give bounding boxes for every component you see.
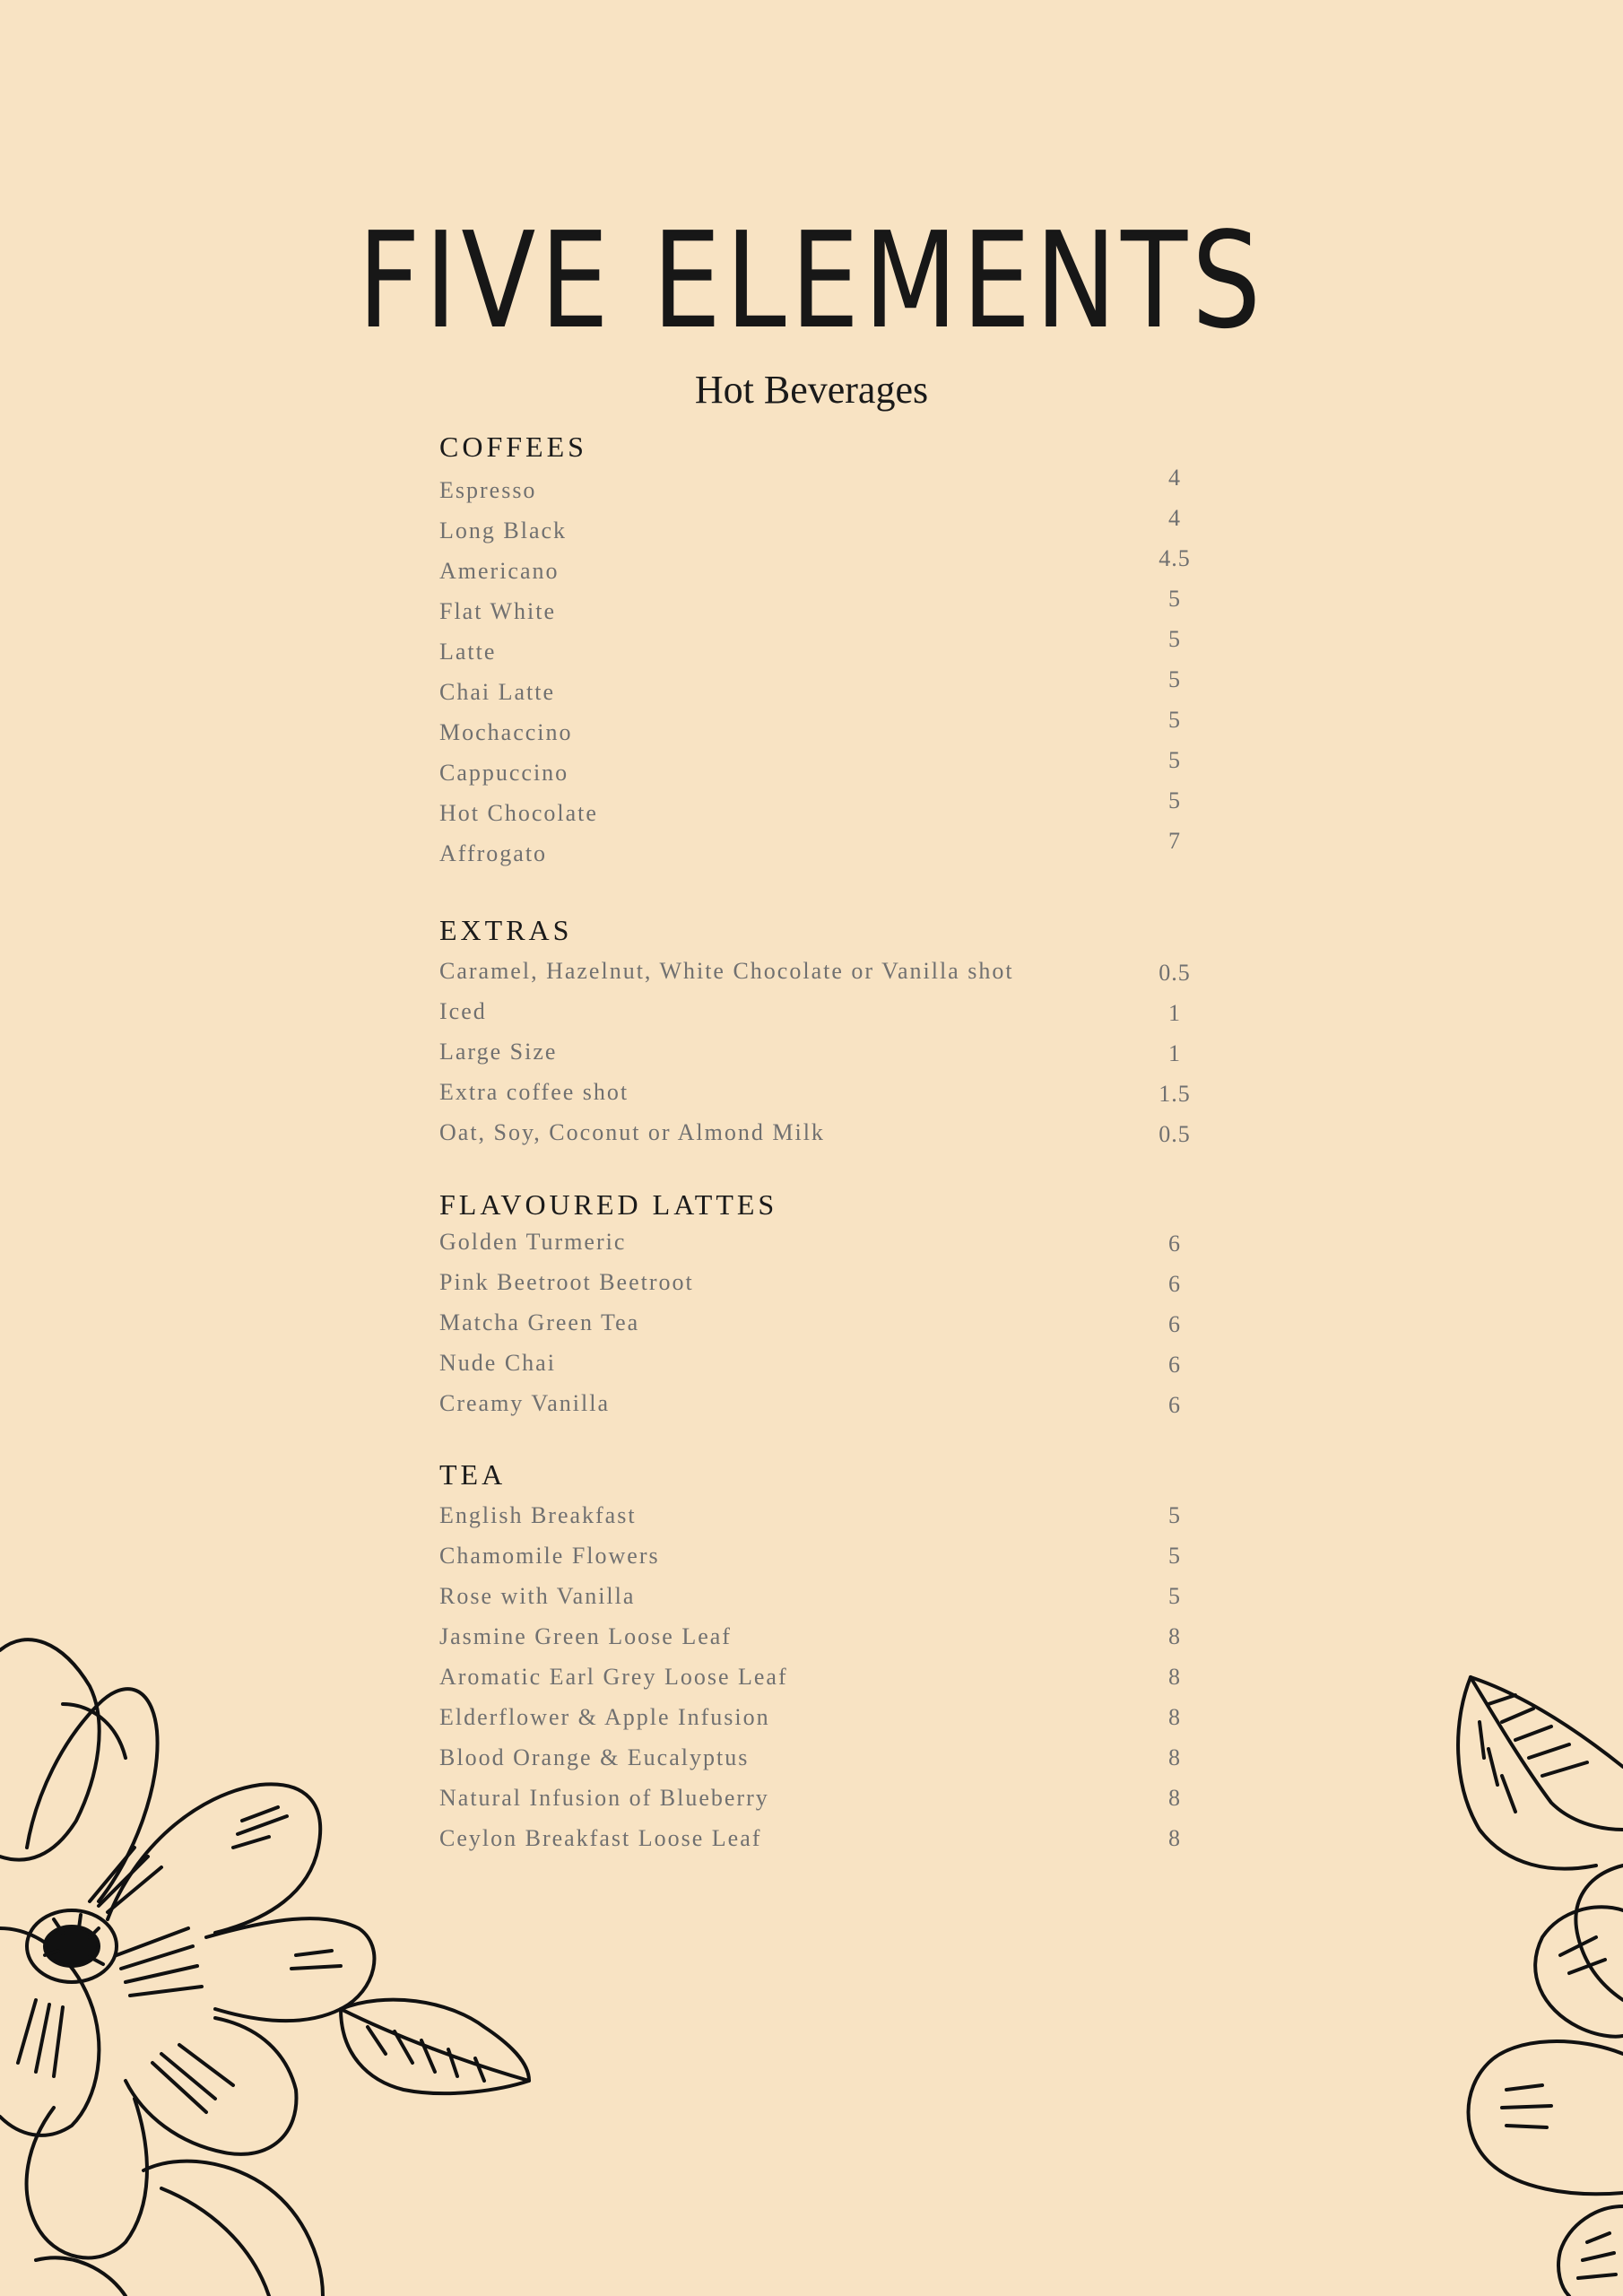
item-price: 6 [1168, 1271, 1181, 1297]
menu-item [439, 465, 1193, 513]
menu-subtitle: Hot Beverages [694, 368, 929, 412]
item-price: 5 [1168, 747, 1181, 773]
menu-item [439, 1390, 1193, 1426]
item-price: 8 [1168, 1825, 1181, 1851]
item-price: 6 [1168, 1231, 1181, 1257]
item-price: 6 [1168, 1392, 1181, 1418]
section-title-tea: TEA [439, 1458, 507, 1491]
item-name: Latte [439, 639, 497, 665]
item-name: Espresso [439, 477, 537, 503]
item-name: Cappuccino [439, 760, 569, 786]
menu-item [439, 998, 1193, 1034]
item-name: Blood Orange & Eucalyptus [439, 1744, 750, 1770]
menu-item [439, 707, 1193, 755]
item-name: Rose with Vanilla [439, 1583, 636, 1609]
item-price: 6 [1168, 1311, 1181, 1337]
menu-item [439, 1704, 1193, 1740]
item-price: 5 [1168, 1502, 1181, 1528]
item-name: Matcha Green Tea [439, 1309, 640, 1335]
menu-item [439, 1543, 1193, 1578]
item-price: 0.5 [1159, 1121, 1191, 1147]
menu-item [439, 1825, 1193, 1861]
item-price: 5 [1168, 586, 1181, 612]
item-price: 1 [1168, 1040, 1181, 1066]
menu-item [439, 1583, 1193, 1619]
menu-item [439, 545, 1193, 594]
menu-item [439, 626, 1193, 674]
item-name: Ceylon Breakfast Loose Leaf [439, 1825, 762, 1851]
item-price: 7 [1168, 828, 1181, 854]
item-name: Jasmine Green Loose Leaf [439, 1623, 732, 1649]
menu-item [439, 666, 1193, 715]
menu-item [439, 1079, 1193, 1115]
item-price: 4.5 [1159, 545, 1191, 571]
menu-item [439, 1309, 1193, 1345]
item-name: Mochaccino [439, 719, 573, 745]
item-price: 6 [1168, 1352, 1181, 1378]
item-price: 4 [1168, 465, 1181, 491]
item-price: 8 [1168, 1623, 1181, 1649]
item-price: 1 [1168, 1000, 1181, 1026]
menu-item [439, 828, 1193, 876]
item-name: Natural Infusion of Blueberry [439, 1785, 769, 1811]
item-name: Caramel, Hazelnut, White Chocolate or Vanilla shot [439, 958, 1014, 984]
item-name: Extra coffee shot [439, 1079, 629, 1105]
item-price: 8 [1168, 1785, 1181, 1811]
item-price: 5 [1168, 626, 1181, 652]
item-price: 5 [1168, 666, 1181, 692]
menu-item [439, 1039, 1193, 1074]
item-price: 8 [1168, 1744, 1181, 1770]
item-price: 0.5 [1159, 960, 1191, 986]
item-name: Large Size [439, 1039, 558, 1065]
item-name: Aromatic Earl Grey Loose Leaf [439, 1664, 788, 1690]
item-name: Americano [439, 558, 560, 584]
item-name: Chamomile Flowers [439, 1543, 660, 1569]
section-title-coffees: COFFEES [439, 430, 587, 463]
menu-item [439, 958, 1193, 994]
menu-item [439, 1350, 1193, 1386]
item-name: English Breakfast [439, 1502, 637, 1528]
menu-item [439, 1744, 1193, 1780]
item-name: Oat, Soy, Coconut or Almond Milk [439, 1119, 825, 1145]
menu-item [439, 1269, 1193, 1305]
item-price: 8 [1168, 1664, 1181, 1690]
item-name: Iced [439, 998, 487, 1024]
item-name: Elderflower & Apple Infusion [439, 1704, 770, 1730]
item-name: Nude Chai [439, 1350, 556, 1376]
menu-item [439, 1502, 1193, 1538]
section-title-flavoured-lattes: FLAVOURED LATTES [439, 1188, 778, 1221]
flower-illustration-left [0, 1632, 538, 2296]
item-name: Hot Chocolate [439, 800, 598, 826]
menu-item [439, 586, 1193, 634]
item-price: 5 [1168, 1583, 1181, 1609]
menu-item [439, 747, 1193, 796]
item-price: 4 [1168, 505, 1181, 531]
item-name: Pink Beetroot Beetroot [439, 1269, 694, 1295]
flower-illustration-right [1417, 1668, 1623, 2296]
section-title-extras: EXTRAS [439, 914, 573, 946]
menu-item [439, 1623, 1193, 1659]
item-price: 5 [1168, 1543, 1181, 1569]
item-price: 1.5 [1159, 1081, 1191, 1107]
menu-title: FIVE ELEMENTS [357, 204, 1266, 358]
item-name: Creamy Vanilla [439, 1390, 610, 1416]
item-price: 8 [1168, 1704, 1181, 1730]
menu-item [439, 787, 1193, 836]
menu-item [439, 1664, 1193, 1700]
menu-item [439, 505, 1193, 553]
item-name: Flat White [439, 598, 557, 624]
item-name: Long Black [439, 517, 568, 544]
menu-item [439, 1119, 1193, 1155]
item-price: 5 [1168, 787, 1181, 813]
item-price: 5 [1168, 707, 1181, 733]
item-name: Golden Turmeric [439, 1229, 627, 1255]
item-name: Chai Latte [439, 679, 556, 705]
menu-item [439, 1785, 1193, 1821]
item-name: Affrogato [439, 840, 548, 866]
menu-item [439, 1229, 1193, 1265]
